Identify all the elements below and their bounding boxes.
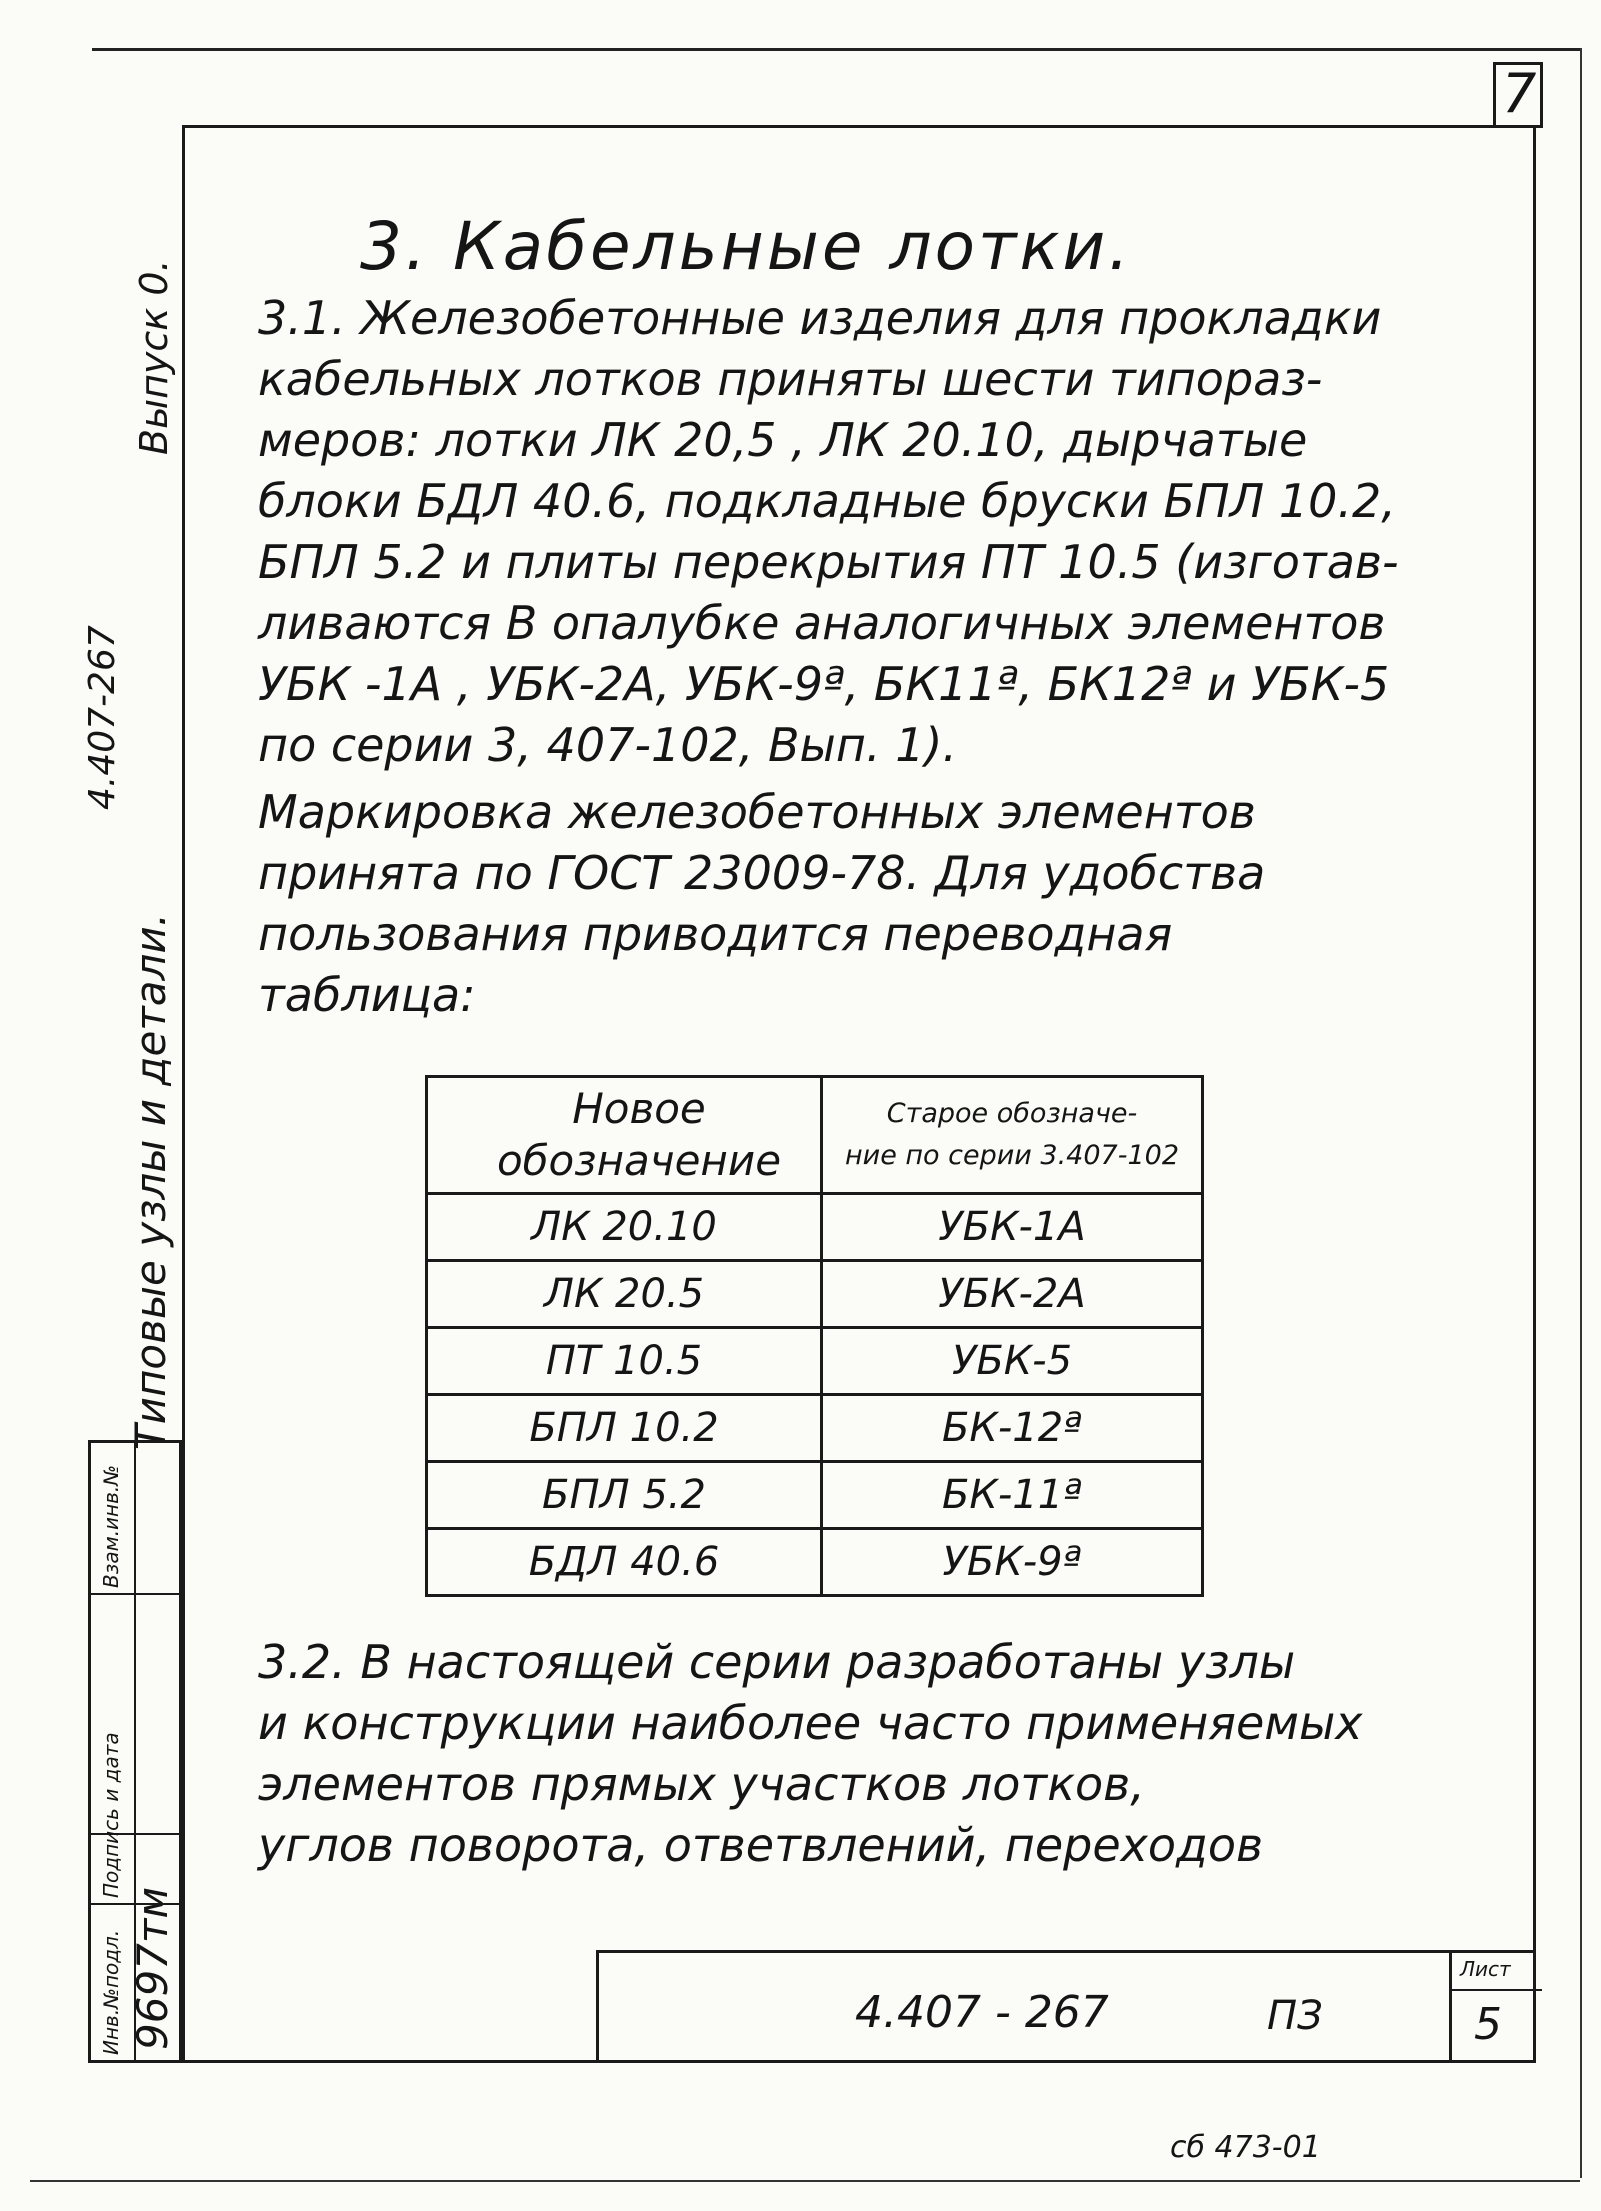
page-bottom-border	[30, 2180, 1580, 2182]
section-heading: 3. Кабельные лотки.	[360, 208, 1133, 285]
cell-new: БПЛ 10.2	[427, 1395, 822, 1462]
header-text: Старое обозначе-	[886, 1098, 1138, 1129]
margin-series-code: 4.407-267	[82, 625, 123, 810]
cell-new: ЛК 20.10	[427, 1194, 822, 1261]
margin-bottom-code: 9697тм	[128, 1886, 177, 2050]
corner-page-number: 7	[1502, 62, 1537, 125]
sheet-box-divider	[1452, 1989, 1542, 1991]
text-line: 3.2. В настоящей серии разработаны узлы	[258, 1635, 1296, 1689]
stamp-divider	[91, 1593, 179, 1595]
text-line: УБК -1А , УБК-2А, УБК-9ª, БК11ª, БК12ª и УБК-5	[258, 657, 1390, 711]
stamp-divider	[134, 1443, 136, 2060]
stamp-divider	[91, 1903, 179, 1905]
stamp-label-inventory: Инв.№подл.	[99, 1929, 123, 2055]
text-line: блоки БДЛ 40.6, подкладные бруски БПЛ 10.2,	[258, 474, 1396, 528]
cell-old: УБК-5	[822, 1328, 1203, 1395]
page-top-border	[92, 48, 1582, 51]
footer-note: сб 473-01	[1170, 2130, 1321, 2165]
paragraph-marking	[258, 782, 1518, 1026]
cell-old: УБК-1А	[822, 1194, 1203, 1261]
text-line: пользования приводится переводная	[258, 907, 1173, 961]
text-line: меров: лотки ЛК 20,5 , ЛК 20.10, дырчатые	[258, 413, 1308, 467]
header-new-designation	[427, 1077, 822, 1194]
margin-series-title: Типовые узлы и детали.	[126, 913, 175, 1450]
text-line: элементов прямых участков лотков,	[258, 1757, 1145, 1811]
header-text: обозначение	[496, 1136, 782, 1185]
text-line: ливаются В опалубке аналогичных элементов	[258, 596, 1386, 650]
cell-old: БК-11ª	[822, 1462, 1203, 1529]
margin-issue-text: Выпуск 0.	[132, 259, 176, 455]
header-old-designation	[822, 1077, 1203, 1194]
table-row	[427, 1529, 1203, 1596]
cell-new: ПТ 10.5	[427, 1328, 822, 1395]
table-row	[427, 1261, 1203, 1328]
paragraph-3-2	[258, 1632, 1518, 1876]
cell-old: УБК-9ª	[822, 1529, 1203, 1596]
table-row	[427, 1194, 1203, 1261]
sheet-label: Лист	[1460, 1957, 1511, 1981]
text-line: БПЛ 5.2 и плиты перекрытия ПТ 10.5 (изготав-	[258, 535, 1399, 589]
table-row	[427, 1462, 1203, 1529]
text-line: и конструкции наиболее часто применяемых	[258, 1696, 1363, 1750]
cell-new: БДЛ 40.6	[427, 1529, 822, 1596]
page-right-border	[1580, 48, 1582, 2178]
title-block-code: 4.407 - 267	[855, 1987, 1109, 2038]
cell-old: УБК-2А	[822, 1261, 1203, 1328]
stamp-label-replacement: Взам.инв.№	[99, 1464, 123, 1588]
paragraph-3-1	[258, 288, 1518, 776]
text-line: углов поворота, ответвлений, переходов	[258, 1818, 1264, 1872]
text-line: Маркировка железобетонных элементов	[258, 785, 1256, 839]
header-text: ние по серии 3.407-102	[845, 1140, 1179, 1171]
text-line: по серии 3, 407-102, Вып. 1).	[258, 718, 958, 772]
title-block	[596, 1950, 1536, 2063]
cell-new: ЛК 20.5	[427, 1261, 822, 1328]
text-line: кабельных лотков приняты шести типораз-	[258, 352, 1323, 406]
text-line: 3.1. Железобетонные изделия для прокладки	[258, 291, 1382, 345]
conversion-table	[425, 1075, 1204, 1597]
cell-old: БК-12ª	[822, 1395, 1203, 1462]
cell-new: БПЛ 5.2	[427, 1462, 822, 1529]
approval-stamp	[88, 1440, 182, 2063]
sheet-box	[1449, 1953, 1542, 2063]
stamp-label-signature: Подпись и дата	[99, 1732, 123, 1898]
sheet-number: 5	[1474, 1999, 1502, 2050]
text-line: таблица:	[258, 968, 476, 1022]
table-row	[427, 1395, 1203, 1462]
title-block-doc-type: ПЗ	[1267, 1993, 1323, 2039]
table-row	[427, 1328, 1203, 1395]
header-text: Новое	[572, 1084, 706, 1133]
text-line: принята по ГОСТ 23009-78. Для удобства	[258, 846, 1266, 900]
table-header-row	[427, 1077, 1203, 1194]
